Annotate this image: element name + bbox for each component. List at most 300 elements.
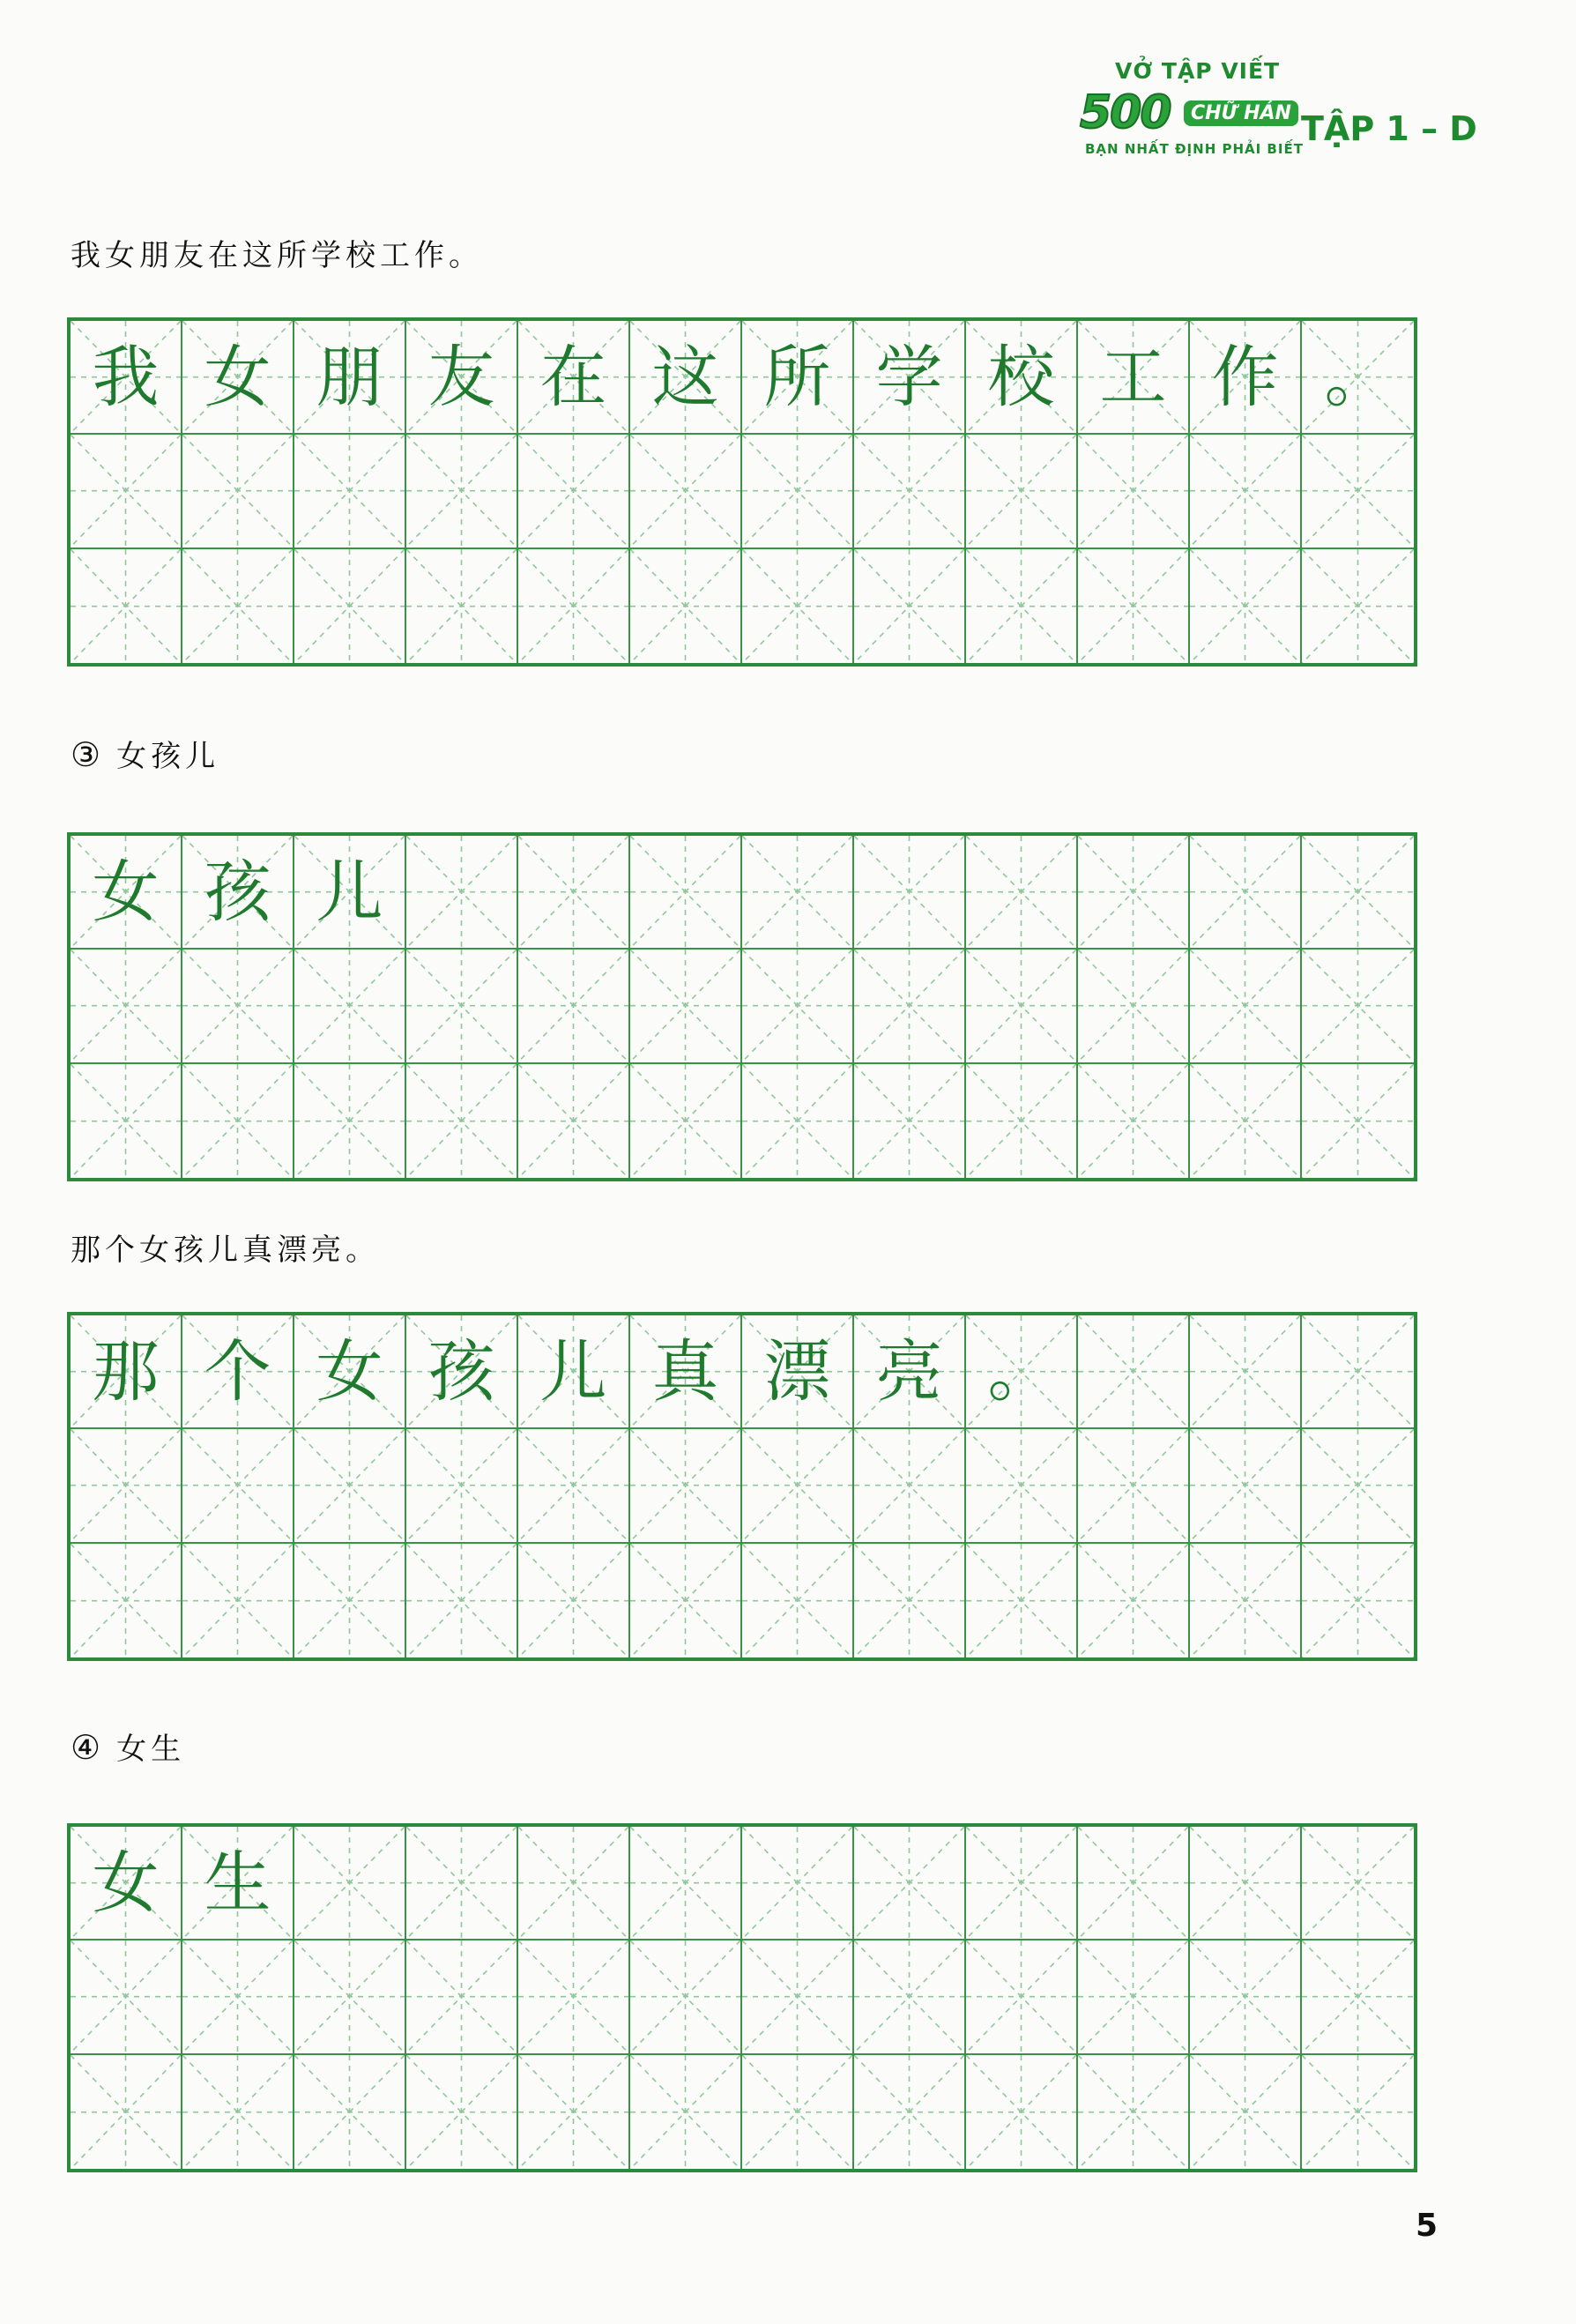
writing-cell[interactable] bbox=[71, 950, 182, 1063]
cell-guide-lines bbox=[406, 435, 517, 547]
section-number: ③ bbox=[71, 735, 101, 774]
writing-cell[interactable] bbox=[966, 1940, 1078, 2054]
writing-cell[interactable] bbox=[1302, 1544, 1414, 1657]
writing-cell[interactable] bbox=[966, 1544, 1078, 1657]
cell-guide-lines bbox=[518, 549, 628, 663]
writing-cell[interactable] bbox=[182, 1064, 294, 1178]
writing-cell[interactable] bbox=[518, 549, 630, 663]
cell-guide-lines bbox=[1190, 1315, 1300, 1427]
writing-cell[interactable] bbox=[294, 950, 406, 1063]
cell-guide-lines bbox=[742, 435, 852, 547]
model-character: 。 bbox=[987, 1331, 1055, 1411]
section-word: 女孩儿 bbox=[116, 739, 220, 774]
cell-guide-lines bbox=[71, 2055, 181, 2169]
model-character: 女 bbox=[92, 1843, 160, 1922]
cell-guide-lines bbox=[1078, 1544, 1188, 1657]
writing-cell[interactable] bbox=[742, 1315, 854, 1429]
practice-grid bbox=[67, 1312, 1417, 1661]
writing-cell[interactable] bbox=[630, 1429, 742, 1543]
writing-cell[interactable] bbox=[1190, 1827, 1302, 1940]
practice-grid bbox=[67, 1823, 1417, 2172]
cell-guide-lines bbox=[1190, 1827, 1300, 1939]
cell-guide-lines bbox=[1190, 836, 1300, 948]
cell-guide-lines bbox=[518, 1544, 628, 1657]
cell-guide-lines bbox=[71, 549, 181, 663]
writing-cell[interactable] bbox=[518, 836, 630, 950]
writing-cell[interactable] bbox=[294, 549, 406, 663]
writing-cell[interactable] bbox=[518, 1064, 630, 1178]
writing-cell[interactable] bbox=[182, 1544, 294, 1657]
writing-cell[interactable] bbox=[71, 2055, 182, 2169]
writing-cell[interactable] bbox=[1302, 1315, 1414, 1429]
writing-cell[interactable] bbox=[966, 1315, 1078, 1429]
section-word: 女生 bbox=[116, 1732, 186, 1767]
cell-guide-lines bbox=[182, 1940, 293, 2052]
writing-cell[interactable] bbox=[1190, 321, 1302, 435]
writing-cell[interactable] bbox=[742, 1827, 854, 1940]
writing-cell[interactable] bbox=[406, 549, 518, 663]
writing-cell[interactable] bbox=[294, 1429, 406, 1543]
model-character: 工 bbox=[1099, 337, 1167, 416]
cell-guide-lines bbox=[966, 2055, 1076, 2169]
writing-cell[interactable] bbox=[854, 1940, 966, 2054]
model-character: 漂 bbox=[763, 1331, 831, 1411]
cell-guide-lines bbox=[406, 2055, 517, 2169]
writing-cell[interactable] bbox=[1190, 2055, 1302, 2169]
cell-guide-lines bbox=[1302, 1827, 1414, 1939]
cell-guide-lines bbox=[406, 549, 517, 663]
writing-cell[interactable] bbox=[1302, 1827, 1414, 1940]
writing-cell[interactable] bbox=[854, 950, 966, 1063]
writing-cell[interactable] bbox=[1302, 1429, 1414, 1543]
cell-guide-lines bbox=[182, 549, 293, 663]
logo-number: 500 bbox=[1080, 86, 1171, 139]
writing-cell[interactable] bbox=[294, 321, 406, 435]
logo-badge: CHỮ HÁN bbox=[1184, 101, 1298, 126]
writing-cell[interactable] bbox=[966, 2055, 1078, 2169]
writing-cell[interactable] bbox=[294, 836, 406, 950]
cell-guide-lines bbox=[71, 1940, 181, 2052]
cell-guide-lines bbox=[518, 435, 628, 547]
writing-cell[interactable] bbox=[182, 836, 294, 950]
cell-guide-lines bbox=[518, 1940, 628, 2052]
writing-cell[interactable] bbox=[630, 1827, 742, 1940]
writing-cell[interactable] bbox=[182, 950, 294, 1063]
cell-guide-lines bbox=[742, 950, 852, 1061]
cell-guide-lines bbox=[854, 1940, 964, 2052]
cell-guide-lines bbox=[630, 2055, 740, 2169]
writing-cell[interactable] bbox=[294, 1940, 406, 2054]
cell-guide-lines bbox=[1078, 1827, 1188, 1939]
writing-cell[interactable] bbox=[1302, 321, 1414, 435]
cell-guide-lines bbox=[966, 1544, 1076, 1657]
writing-cell[interactable] bbox=[1078, 1544, 1190, 1657]
writing-cell[interactable] bbox=[854, 836, 966, 950]
cell-guide-lines bbox=[294, 435, 405, 547]
writing-cell[interactable] bbox=[1302, 950, 1414, 1063]
cell-guide-lines bbox=[630, 549, 740, 663]
writing-cell[interactable] bbox=[294, 2055, 406, 2169]
writing-cell[interactable] bbox=[518, 1429, 630, 1543]
writing-cell[interactable] bbox=[406, 1544, 518, 1657]
writing-cell[interactable] bbox=[182, 2055, 294, 2169]
writing-cell[interactable] bbox=[1302, 2055, 1414, 2169]
writing-cell[interactable] bbox=[1078, 1064, 1190, 1178]
writing-cell[interactable] bbox=[71, 1064, 182, 1178]
cell-guide-lines bbox=[71, 1544, 181, 1657]
writing-cell[interactable] bbox=[1078, 549, 1190, 663]
cell-guide-lines bbox=[1078, 1429, 1188, 1541]
writing-cell[interactable] bbox=[630, 836, 742, 950]
writing-cell[interactable] bbox=[966, 950, 1078, 1063]
model-character: 在 bbox=[539, 337, 607, 416]
writing-cell[interactable] bbox=[71, 321, 182, 435]
cell-guide-lines bbox=[742, 1827, 852, 1939]
cell-guide-lines bbox=[182, 950, 293, 1061]
cell-guide-lines bbox=[518, 1827, 628, 1939]
writing-cell[interactable] bbox=[966, 1827, 1078, 1940]
writing-cell[interactable] bbox=[742, 950, 854, 1063]
writing-cell[interactable] bbox=[966, 321, 1078, 435]
cell-guide-lines bbox=[854, 435, 964, 547]
writing-cell[interactable] bbox=[1078, 1827, 1190, 1940]
writing-cell[interactable] bbox=[182, 1940, 294, 2054]
cell-guide-lines bbox=[854, 1544, 964, 1657]
writing-cell[interactable] bbox=[1190, 549, 1302, 663]
cell-guide-lines bbox=[742, 836, 852, 948]
model-character: 女 bbox=[92, 852, 160, 931]
cell-guide-lines bbox=[742, 1064, 852, 1178]
cell-guide-lines bbox=[1078, 549, 1188, 663]
writing-cell[interactable] bbox=[630, 1544, 742, 1657]
writing-cell[interactable] bbox=[1190, 1429, 1302, 1543]
cell-guide-lines bbox=[1190, 950, 1300, 1061]
cell-guide-lines bbox=[630, 1940, 740, 2052]
writing-cell[interactable] bbox=[1078, 1315, 1190, 1429]
cell-guide-lines bbox=[1078, 2055, 1188, 2169]
section-heading bbox=[71, 1724, 185, 1768]
cell-guide-lines bbox=[630, 435, 740, 547]
model-character: 校 bbox=[987, 337, 1055, 416]
cell-guide-lines bbox=[1078, 1940, 1188, 2052]
writing-cell[interactable] bbox=[406, 321, 518, 435]
model-character: 真 bbox=[651, 1331, 719, 1411]
model-character: 这 bbox=[651, 337, 719, 416]
writing-cell[interactable] bbox=[406, 950, 518, 1063]
writing-cell[interactable] bbox=[1078, 321, 1190, 435]
cell-guide-lines bbox=[854, 836, 964, 948]
cell-guide-lines bbox=[966, 435, 1076, 547]
cell-guide-lines bbox=[742, 1544, 852, 1657]
cell-guide-lines bbox=[294, 2055, 405, 2169]
cell-guide-lines bbox=[630, 1064, 740, 1178]
model-character: 朋 bbox=[316, 337, 383, 416]
writing-cell[interactable] bbox=[630, 549, 742, 663]
cell-guide-lines bbox=[1190, 549, 1300, 663]
cell-guide-lines bbox=[406, 950, 517, 1061]
writing-cell[interactable] bbox=[1190, 1064, 1302, 1178]
writing-cell[interactable] bbox=[742, 1064, 854, 1178]
writing-cell[interactable] bbox=[966, 836, 1078, 950]
writing-cell[interactable] bbox=[1078, 950, 1190, 1063]
writing-cell[interactable] bbox=[518, 1544, 630, 1657]
cell-guide-lines bbox=[854, 1827, 964, 1939]
writing-cell[interactable] bbox=[966, 435, 1078, 548]
writing-cell[interactable] bbox=[742, 435, 854, 548]
writing-cell[interactable] bbox=[406, 435, 518, 548]
writing-cell[interactable] bbox=[71, 1315, 182, 1429]
writing-cell[interactable] bbox=[630, 321, 742, 435]
cell-guide-lines bbox=[182, 2055, 293, 2169]
writing-cell[interactable] bbox=[406, 1429, 518, 1543]
cell-guide-lines bbox=[406, 1064, 517, 1178]
writing-cell[interactable] bbox=[71, 1544, 182, 1657]
writing-cell[interactable] bbox=[630, 2055, 742, 2169]
cell-guide-lines bbox=[1302, 435, 1414, 547]
writing-cell[interactable] bbox=[182, 321, 294, 435]
cell-guide-lines bbox=[294, 1827, 405, 1939]
writing-cell[interactable] bbox=[742, 836, 854, 950]
writing-cell[interactable] bbox=[182, 549, 294, 663]
cell-guide-lines bbox=[1078, 435, 1188, 547]
writing-cell[interactable] bbox=[854, 435, 966, 548]
model-character: 学 bbox=[875, 337, 943, 416]
model-character: 女 bbox=[316, 1331, 383, 1411]
writing-cell[interactable] bbox=[1302, 1940, 1414, 2054]
cell-guide-lines bbox=[1190, 435, 1300, 547]
cell-guide-lines bbox=[742, 549, 852, 663]
cell-guide-lines bbox=[71, 950, 181, 1061]
model-character: 儿 bbox=[316, 852, 383, 931]
writing-cell[interactable] bbox=[1078, 1940, 1190, 2054]
writing-cell[interactable] bbox=[854, 2055, 966, 2169]
cell-guide-lines bbox=[630, 1544, 740, 1657]
writing-cell[interactable] bbox=[630, 1064, 742, 1178]
writing-cell[interactable] bbox=[630, 435, 742, 548]
writing-cell[interactable] bbox=[294, 1064, 406, 1178]
cell-guide-lines bbox=[1302, 549, 1414, 663]
cell-guide-lines bbox=[742, 1429, 852, 1541]
cell-guide-lines bbox=[518, 950, 628, 1061]
logo-title: VỞ TẬP VIẾT bbox=[1115, 58, 1281, 84]
cell-guide-lines bbox=[518, 1064, 628, 1178]
logo-tagline: BẠN NHẤT ĐỊNH PHẢI BIẾT bbox=[1085, 141, 1304, 157]
section-number: ④ bbox=[71, 1728, 101, 1767]
cell-guide-lines bbox=[294, 1940, 405, 2052]
writing-cell[interactable] bbox=[742, 2055, 854, 2169]
writing-cell[interactable] bbox=[406, 1827, 518, 1940]
writing-cell[interactable] bbox=[182, 1827, 294, 1940]
writing-cell[interactable] bbox=[1190, 950, 1302, 1063]
model-character: 所 bbox=[763, 337, 831, 416]
volume-label: TẬP 1 – D bbox=[1301, 109, 1477, 148]
writing-cell[interactable] bbox=[71, 1940, 182, 2054]
cell-guide-lines bbox=[71, 1064, 181, 1178]
writing-cell[interactable] bbox=[182, 1429, 294, 1543]
writing-cell[interactable] bbox=[294, 1544, 406, 1657]
example-sentence: 那个女孩儿真漂亮。 bbox=[71, 1233, 380, 1268]
cell-guide-lines bbox=[518, 1429, 628, 1541]
cell-guide-lines bbox=[742, 2055, 852, 2169]
writing-cell[interactable] bbox=[854, 1064, 966, 1178]
cell-guide-lines bbox=[294, 1429, 405, 1541]
writing-cell[interactable] bbox=[518, 1827, 630, 1940]
cell-guide-lines bbox=[1190, 1544, 1300, 1657]
writing-cell[interactable] bbox=[854, 1827, 966, 1940]
cell-guide-lines bbox=[1190, 1940, 1300, 2052]
cell-guide-lines bbox=[966, 1827, 1076, 1939]
cell-guide-lines bbox=[854, 1064, 964, 1178]
writing-cell[interactable] bbox=[294, 1827, 406, 1940]
cell-guide-lines bbox=[182, 435, 293, 547]
writing-cell[interactable] bbox=[1078, 1429, 1190, 1543]
writing-cell[interactable] bbox=[294, 435, 406, 548]
writing-cell[interactable] bbox=[630, 950, 742, 1063]
writing-cell[interactable] bbox=[518, 321, 630, 435]
model-character: 作 bbox=[1211, 337, 1279, 416]
section-heading bbox=[71, 732, 219, 775]
writing-cell[interactable] bbox=[518, 435, 630, 548]
cell-guide-lines bbox=[1078, 1064, 1188, 1178]
example-sentence: 我女朋友在这所学校工作。 bbox=[71, 238, 483, 273]
cell-guide-lines bbox=[1302, 1429, 1414, 1541]
writing-cell[interactable] bbox=[854, 1544, 966, 1657]
cell-guide-lines bbox=[630, 1827, 740, 1939]
writing-cell[interactable] bbox=[854, 1315, 966, 1429]
cell-guide-lines bbox=[294, 549, 405, 663]
model-character: 女 bbox=[204, 337, 271, 416]
writing-cell[interactable] bbox=[742, 1940, 854, 2054]
cell-guide-lines bbox=[406, 1827, 517, 1939]
writing-cell[interactable] bbox=[966, 1429, 1078, 1543]
cell-guide-lines bbox=[406, 836, 517, 948]
cell-guide-lines bbox=[966, 836, 1076, 948]
writing-cell[interactable] bbox=[966, 1064, 1078, 1178]
cell-guide-lines bbox=[630, 836, 740, 948]
cell-guide-lines bbox=[518, 2055, 628, 2169]
writing-cell[interactable] bbox=[1078, 836, 1190, 950]
writing-cell[interactable] bbox=[406, 1315, 518, 1429]
writing-cell[interactable] bbox=[518, 1940, 630, 2054]
model-character: 孩 bbox=[427, 1331, 495, 1411]
writing-cell[interactable] bbox=[1078, 2055, 1190, 2169]
cell-guide-lines bbox=[1078, 836, 1188, 948]
cell-guide-lines bbox=[1302, 1940, 1414, 2052]
cell-guide-lines bbox=[1078, 1315, 1188, 1427]
writing-cell[interactable] bbox=[854, 321, 966, 435]
cell-guide-lines bbox=[854, 950, 964, 1061]
cell-guide-lines bbox=[1302, 1315, 1414, 1427]
writing-cell[interactable] bbox=[518, 950, 630, 1063]
writing-cell[interactable] bbox=[854, 1429, 966, 1543]
writing-cell[interactable] bbox=[71, 549, 182, 663]
page-number: 5 bbox=[1416, 2208, 1438, 2244]
writing-cell[interactable] bbox=[71, 1429, 182, 1543]
writing-cell[interactable] bbox=[742, 549, 854, 663]
cell-guide-lines bbox=[294, 1544, 405, 1657]
writing-cell[interactable] bbox=[1302, 549, 1414, 663]
cell-guide-lines bbox=[1078, 950, 1188, 1061]
cell-guide-lines bbox=[966, 950, 1076, 1061]
writing-cell[interactable] bbox=[630, 1315, 742, 1429]
model-character: 儿 bbox=[539, 1331, 607, 1411]
writing-cell[interactable] bbox=[406, 1940, 518, 2054]
model-character: 那 bbox=[92, 1331, 160, 1411]
writing-cell[interactable] bbox=[966, 549, 1078, 663]
practice-grid bbox=[67, 832, 1417, 1181]
cell-guide-lines bbox=[742, 1940, 852, 2052]
cell-guide-lines bbox=[294, 1064, 405, 1178]
cell-guide-lines bbox=[854, 549, 964, 663]
cell-guide-lines bbox=[406, 1940, 517, 2052]
writing-cell[interactable] bbox=[742, 321, 854, 435]
cell-guide-lines bbox=[182, 1429, 293, 1541]
writing-cell[interactable] bbox=[1190, 435, 1302, 548]
cell-guide-lines bbox=[630, 1429, 740, 1541]
model-character: 。 bbox=[1324, 337, 1392, 416]
model-character: 生 bbox=[204, 1843, 271, 1922]
cell-guide-lines bbox=[518, 836, 628, 948]
cell-guide-lines bbox=[966, 1940, 1076, 2052]
writing-cell[interactable] bbox=[854, 549, 966, 663]
cell-guide-lines bbox=[966, 549, 1076, 663]
cell-guide-lines bbox=[71, 1429, 181, 1541]
writing-cell[interactable] bbox=[518, 2055, 630, 2169]
practice-grid bbox=[67, 317, 1417, 667]
cell-guide-lines bbox=[406, 1544, 517, 1657]
model-character: 个 bbox=[204, 1331, 271, 1411]
writing-cell[interactable] bbox=[406, 836, 518, 950]
writing-cell[interactable] bbox=[1190, 1315, 1302, 1429]
writing-cell[interactable] bbox=[182, 1315, 294, 1429]
writing-cell[interactable] bbox=[1302, 836, 1414, 950]
cell-guide-lines bbox=[1302, 1064, 1414, 1178]
cell-guide-lines bbox=[854, 1429, 964, 1541]
model-character: 友 bbox=[427, 337, 495, 416]
writing-cell[interactable] bbox=[742, 1429, 854, 1543]
cell-guide-lines bbox=[406, 1429, 517, 1541]
writing-cell[interactable] bbox=[1190, 836, 1302, 950]
model-character: 孩 bbox=[204, 852, 271, 931]
writing-cell[interactable] bbox=[406, 1064, 518, 1178]
cell-guide-lines bbox=[1302, 2055, 1414, 2169]
cell-guide-lines bbox=[1302, 836, 1414, 948]
cell-guide-lines bbox=[966, 1064, 1076, 1178]
writing-cell[interactable] bbox=[294, 1315, 406, 1429]
cell-guide-lines bbox=[854, 2055, 964, 2169]
writing-cell[interactable] bbox=[71, 1827, 182, 1940]
writing-cell[interactable] bbox=[1078, 435, 1190, 548]
writing-cell[interactable] bbox=[406, 2055, 518, 2169]
cell-guide-lines bbox=[1190, 1064, 1300, 1178]
writing-cell[interactable] bbox=[1302, 1064, 1414, 1178]
writing-cell[interactable] bbox=[182, 435, 294, 548]
cell-guide-lines bbox=[1190, 2055, 1300, 2169]
writing-cell[interactable] bbox=[1190, 1544, 1302, 1657]
cell-guide-lines bbox=[182, 1544, 293, 1657]
writing-cell[interactable] bbox=[518, 1315, 630, 1429]
writing-cell[interactable] bbox=[71, 836, 182, 950]
writing-cell[interactable] bbox=[630, 1940, 742, 2054]
writing-cell[interactable] bbox=[1190, 1940, 1302, 2054]
model-character: 我 bbox=[92, 337, 160, 416]
writing-cell[interactable] bbox=[742, 1544, 854, 1657]
writing-cell[interactable] bbox=[1302, 435, 1414, 548]
cell-guide-lines bbox=[294, 950, 405, 1061]
writing-cell[interactable] bbox=[71, 435, 182, 548]
cell-guide-lines bbox=[1302, 1544, 1414, 1657]
cell-guide-lines bbox=[182, 1064, 293, 1178]
